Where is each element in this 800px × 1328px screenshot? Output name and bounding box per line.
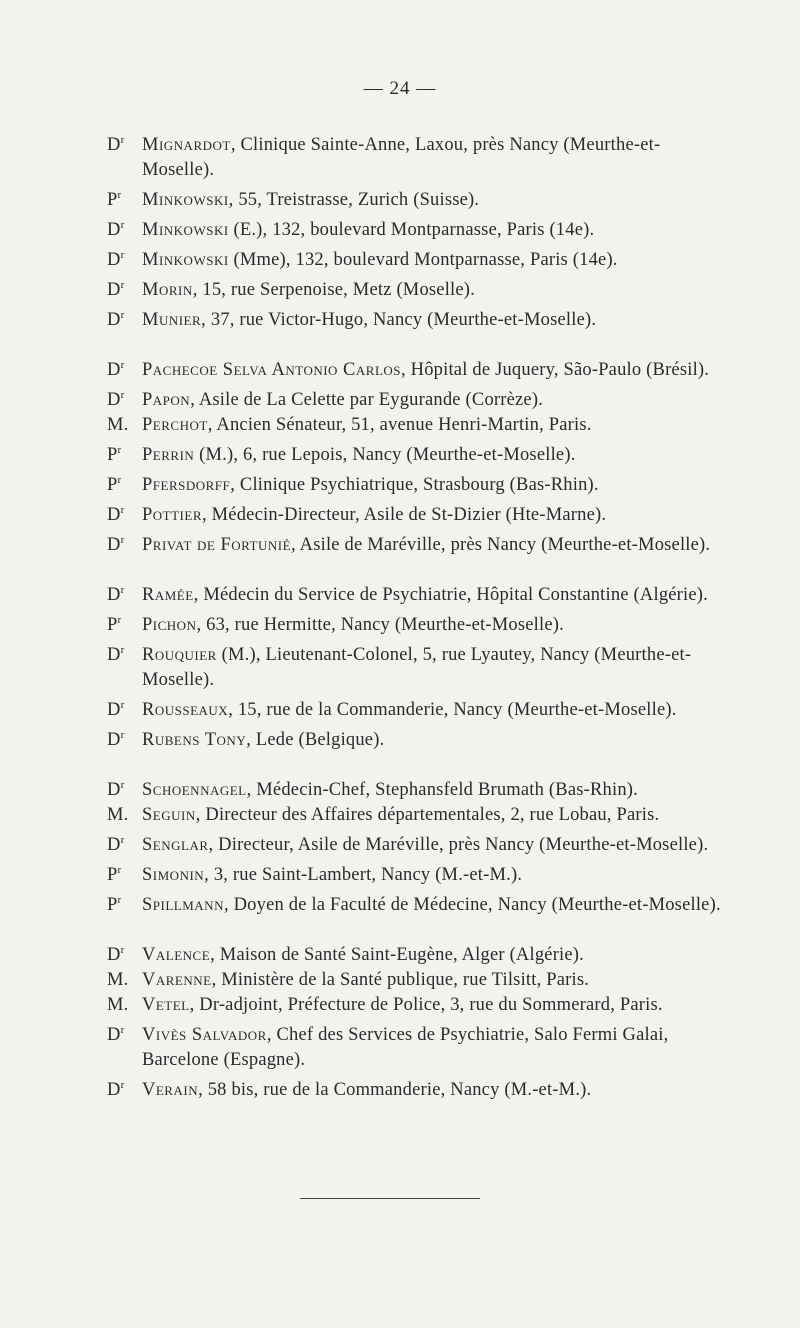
member-name: Vetel <box>142 995 190 1015</box>
member-entry <box>72 888 732 918</box>
member-entry <box>72 413 732 438</box>
member-entry <box>72 858 732 888</box>
member-title-text: D <box>107 1025 121 1045</box>
member-title <box>107 383 142 413</box>
member-title-text: P <box>107 865 118 885</box>
member-details: , Directeur, Asile de Maréville, près Nancy (Meurthe-et-Moselle). <box>208 835 709 855</box>
member-title <box>107 608 142 638</box>
member-details: , Asile de Maréville, près Nancy (Meurthe-et-Moselle). <box>291 535 711 555</box>
member-title-sup: r <box>120 219 125 231</box>
member-title <box>107 858 142 888</box>
member-title-text: D <box>107 505 121 525</box>
member-name: Valence <box>142 945 211 965</box>
member-entry <box>72 528 732 558</box>
member-title-sup: r <box>120 699 125 711</box>
member-details: (E.), 132, boulevard Montparnasse, Paris (14e). <box>228 220 595 240</box>
member-title <box>107 828 142 858</box>
member-entry <box>72 968 732 993</box>
member-entry <box>72 1018 732 1073</box>
member-entry <box>72 438 732 468</box>
member-name: Spillmann <box>142 895 224 915</box>
member-name: Pfersdorff <box>142 475 231 495</box>
member-name: Senglar <box>142 835 209 855</box>
member-details: , 3, rue Saint-Lambert, Nancy (M.-et-M.). <box>204 865 523 885</box>
member-title-sup: r <box>120 834 125 846</box>
member-title-sup: r <box>120 504 125 516</box>
member-details: , Lede (Belgique). <box>246 730 385 750</box>
member-name: Papon <box>142 390 191 410</box>
member-name: Perrin <box>142 445 195 465</box>
group-spacer <box>72 753 732 773</box>
member-details: , Dr-adjoint, Préfecture de Police, 3, rue du Sommerard, Paris. <box>189 995 663 1015</box>
member-title-sup: r <box>120 359 125 371</box>
member-title <box>107 413 142 438</box>
member-title-text: D <box>107 780 121 800</box>
group-spacer <box>72 558 732 578</box>
member-title <box>107 1018 142 1048</box>
member-title <box>107 938 142 968</box>
member-title-sup: r <box>120 584 125 596</box>
member-details: , Chef des Services de Psychiatrie, Salo Fermi Galai, Barcelone (Espagne). <box>142 1025 669 1070</box>
member-title <box>107 888 142 918</box>
member-title-text: P <box>107 895 118 915</box>
member-title-sup: r <box>120 309 125 321</box>
member-entry <box>72 468 732 498</box>
member-title-sup: r <box>120 729 125 741</box>
member-entry <box>72 578 732 608</box>
member-title <box>107 723 142 753</box>
member-title-sup: r <box>117 614 122 626</box>
member-details: , Clinique Sainte-Anne, Laxou, près Nancy (Meurthe-et-Moselle). <box>142 135 661 180</box>
member-details: , Asile de La Celette par Eygurande (Corrèze). <box>190 390 544 410</box>
member-name: Mignardot <box>142 135 231 155</box>
member-details: , Clinique Psychiatrique, Strasbourg (Bas-Rhin). <box>230 475 599 495</box>
member-title <box>107 773 142 803</box>
member-title-text: M. <box>107 970 129 990</box>
member-name: Simonin <box>142 865 205 885</box>
member-title-text: P <box>107 445 118 465</box>
member-title <box>107 993 142 1018</box>
member-entry <box>72 498 732 528</box>
member-entry <box>72 353 732 383</box>
member-name: Pachecoe Selva Antonio Carlos <box>142 360 402 380</box>
member-title-sup: r <box>117 474 122 486</box>
member-entry <box>72 828 732 858</box>
member-title-text: D <box>107 945 121 965</box>
member-title-text: D <box>107 220 121 240</box>
member-title-sup: r <box>120 1024 125 1036</box>
member-title-sup: r <box>120 1079 125 1091</box>
member-details: , Maison de Santé Saint-Eugène, Alger (Algérie). <box>210 945 584 965</box>
member-title-text: D <box>107 1080 121 1100</box>
member-title <box>107 638 142 668</box>
member-name: Seguin <box>142 805 196 825</box>
member-entry <box>72 213 732 243</box>
member-name: Rousseaux <box>142 700 229 720</box>
member-title <box>107 183 142 213</box>
member-entry <box>72 638 732 693</box>
member-title-sup: r <box>120 279 125 291</box>
member-name: Rubens Tony <box>142 730 247 750</box>
member-name: Varenne <box>142 970 212 990</box>
member-details: , Directeur des Affaires départementales, 2, rue Lobau, Paris. <box>195 805 660 825</box>
member-details: (M.), Lieutenant-Colonel, 5, rue Lyautey, Nancy (Meurthe-et-Moselle). <box>142 645 692 690</box>
member-entry <box>72 723 732 753</box>
member-entry <box>72 938 732 968</box>
member-name: Morin <box>142 280 193 300</box>
member-title-sup: r <box>120 534 125 546</box>
member-details: , Ministère de la Santé publique, rue Tilsitt, Paris. <box>211 970 590 990</box>
member-entry <box>72 693 732 723</box>
page-number: — 24 — <box>363 78 437 99</box>
member-title-text: D <box>107 585 121 605</box>
member-title-sup: r <box>120 249 125 261</box>
member-details: , Médecin-Directeur, Asile de St-Dizier (Hte-Marne). <box>202 505 607 525</box>
member-entry <box>72 803 732 828</box>
member-name: Privat de Fortunié <box>142 535 292 555</box>
member-name: Pichon <box>142 615 197 635</box>
member-entry <box>72 183 732 213</box>
member-title-sup: r <box>120 134 125 146</box>
member-title-text: D <box>107 730 121 750</box>
member-title-text: D <box>107 250 121 270</box>
member-title <box>107 273 142 303</box>
member-name: Vivès Salvador <box>142 1025 267 1045</box>
member-title <box>107 498 142 528</box>
member-title-text: D <box>107 135 121 155</box>
member-name: Schoennagel <box>142 780 247 800</box>
member-title-text: D <box>107 700 121 720</box>
member-title <box>107 528 142 558</box>
member-title-sup: r <box>120 779 125 791</box>
member-details: , Doyen de la Faculté de Médecine, Nancy (Meurthe-et-Moselle). <box>223 895 721 915</box>
member-title-text: P <box>107 615 118 635</box>
member-entry <box>72 243 732 273</box>
member-title-text: P <box>107 475 118 495</box>
group-spacer <box>72 333 732 353</box>
member-title <box>107 693 142 723</box>
member-title-text: D <box>107 645 121 665</box>
member-name: Rouquier <box>142 645 217 665</box>
member-entry <box>72 1073 732 1103</box>
member-title <box>107 438 142 468</box>
member-title <box>107 578 142 608</box>
member-title-sup: r <box>117 444 122 456</box>
member-title-text: D <box>107 535 121 555</box>
member-entry <box>72 383 732 413</box>
member-title <box>107 353 142 383</box>
member-title <box>107 1073 142 1103</box>
member-entry <box>72 303 732 333</box>
member-title-text: D <box>107 360 121 380</box>
member-details: , 55, Treistrasse, Zurich (Suisse). <box>228 190 480 210</box>
member-details: , 58 bis, rue de la Commanderie, Nancy (M.-et-M.). <box>198 1080 592 1100</box>
member-title-text: M. <box>107 995 129 1015</box>
member-name: Minkowski <box>142 190 229 210</box>
member-name: Ramée <box>142 585 194 605</box>
member-name: Verain <box>142 1080 199 1100</box>
closing-rule <box>300 1198 480 1199</box>
member-title-sup: r <box>117 864 122 876</box>
member-name: Minkowski <box>142 220 229 240</box>
member-title-text: D <box>107 310 121 330</box>
member-title <box>107 213 142 243</box>
member-title <box>107 468 142 498</box>
member-title-text: D <box>107 280 121 300</box>
member-entry <box>72 608 732 638</box>
member-name: Pottier <box>142 505 202 525</box>
member-details: , 15, rue Serpenoise, Metz (Moselle). <box>192 280 475 300</box>
member-title-sup: r <box>117 894 122 906</box>
member-details: , 15, rue de la Commanderie, Nancy (Meurthe-et-Moselle). <box>228 700 677 720</box>
member-title-text: D <box>107 390 121 410</box>
member-title-text: M. <box>107 415 129 435</box>
member-entry <box>72 128 732 183</box>
member-details: (Mme), 132, boulevard Montparnasse, Paris (14e). <box>228 250 618 270</box>
member-title-text: M. <box>107 805 129 825</box>
member-title-sup: r <box>120 944 125 956</box>
member-details: , Ancien Sénateur, 51, avenue Henri-Martin, Paris. <box>207 415 592 435</box>
member-name: Perchot <box>142 415 208 435</box>
group-spacer <box>72 918 732 938</box>
member-entry <box>72 773 732 803</box>
member-title-sup: r <box>120 644 125 656</box>
member-list <box>72 128 732 1103</box>
member-title <box>107 303 142 333</box>
member-details: , 37, rue Victor-Hugo, Nancy (Meurthe-et-Moselle). <box>201 310 597 330</box>
member-title <box>107 243 142 273</box>
member-title-sup: r <box>117 189 122 201</box>
member-details: , Médecin-Chef, Stephansfeld Brumath (Bas-Rhin). <box>246 780 638 800</box>
member-title <box>107 128 142 158</box>
member-entry <box>72 993 732 1018</box>
member-title-text: P <box>107 190 118 210</box>
member-title-sup: r <box>120 389 125 401</box>
member-details: , 63, rue Hermitte, Nancy (Meurthe-et-Moselle). <box>196 615 564 635</box>
member-title <box>107 803 142 828</box>
member-details: (M.), 6, rue Lepois, Nancy (Meurthe-et-Moselle). <box>194 445 576 465</box>
member-details: , Hôpital de Juquery, São-Paulo (Brésil). <box>401 360 710 380</box>
member-name: Munier <box>142 310 202 330</box>
member-name: Minkowski <box>142 250 229 270</box>
member-title <box>107 968 142 993</box>
member-entry <box>72 273 732 303</box>
member-title-text: D <box>107 835 121 855</box>
member-details: , Médecin du Service de Psychiatrie, Hôpital Constantine (Algérie). <box>193 585 708 605</box>
